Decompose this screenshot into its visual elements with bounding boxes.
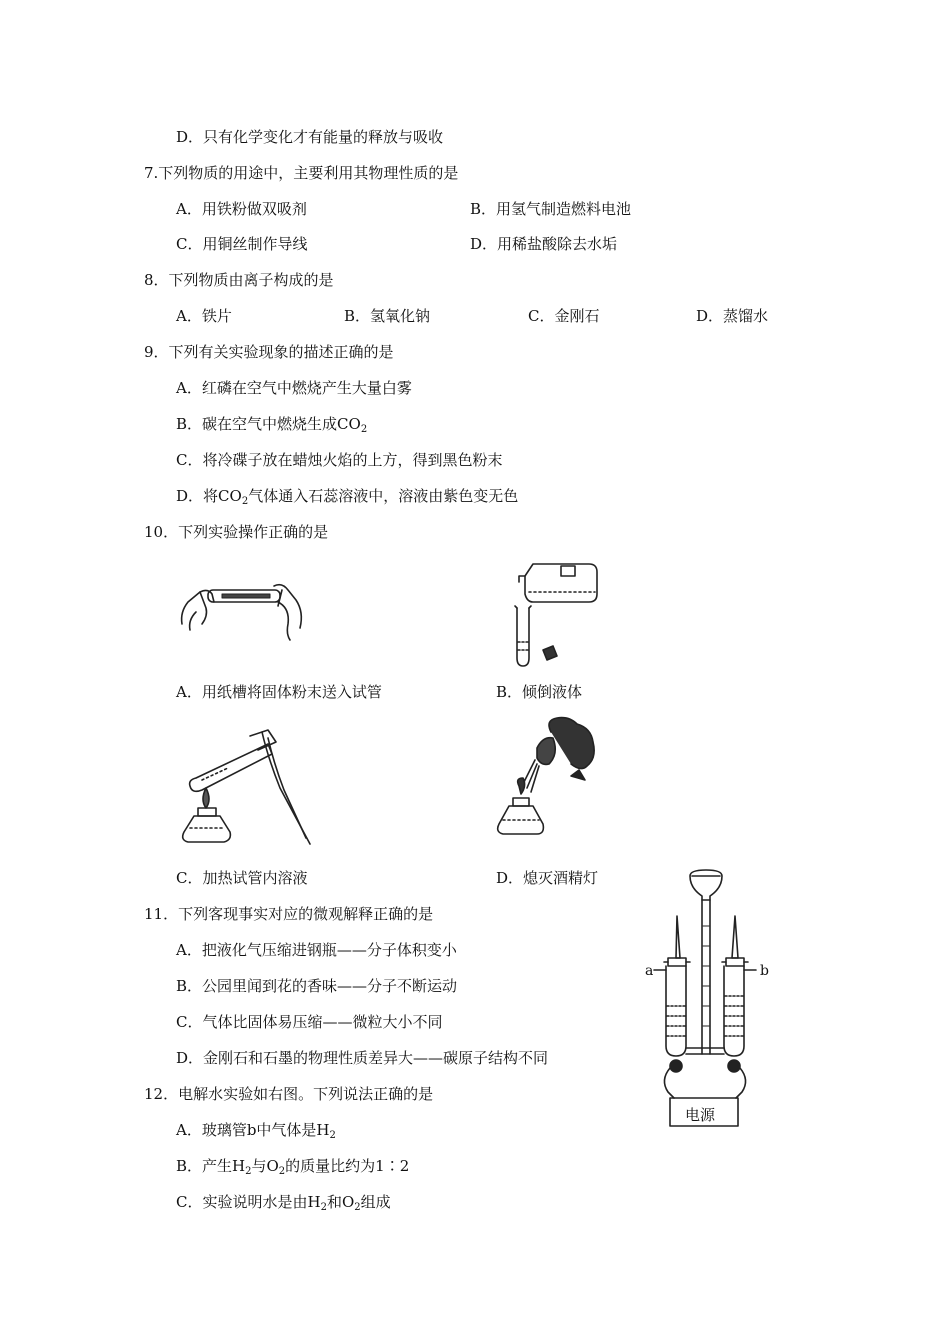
q7-option-c: C．用铜丝制作导线 — [176, 235, 308, 253]
q10-option-c: C．加热试管内溶液 — [176, 869, 308, 887]
figure-paper-trough — [178, 572, 308, 642]
q9-option-c: C．将冷碟子放在蜡烛火焰的上方，得到黑色粉末 — [176, 451, 503, 469]
q11-option-a: A．把液化气压缩进钢瓶——分子体积变小 — [176, 941, 457, 959]
q10-option-a: A．用纸槽将固体粉末送入试管 — [176, 683, 382, 701]
q7-option-b: B．用氢气制造燃料电池 — [470, 200, 632, 218]
q12-option-b: B．产生$H_2$与$O_2$的质量比约为1∶2 — [176, 1157, 410, 1177]
q7-stem: 7.下列物质的用途中，主要利用其物理性质的是 — [144, 164, 459, 182]
q11-option-b: B．公园里闻到花的香味——分子不断运动 — [176, 977, 458, 995]
figure-heating-tube — [172, 728, 312, 848]
q12-stem: 12．电解水实验如右图。下列说法正确的是 — [144, 1085, 434, 1103]
label-a: a — [645, 963, 654, 979]
q10-option-b: B．倾倒液体 — [496, 683, 583, 701]
figure-pouring-liquid — [505, 558, 605, 668]
q6-option-d: D．只有化学变化才有能量的释放与吸收 — [176, 128, 444, 146]
q7-option-a: A．用铁粉做双吸剂 — [176, 200, 307, 218]
power-source-label: 电源 — [685, 1106, 716, 1124]
label-b: b — [760, 963, 769, 979]
q9-stem: 9．下列有关实验现象的描述正确的是 — [144, 343, 394, 361]
q11-option-c: C．气体比固体易压缩——微粒大小不同 — [176, 1013, 443, 1031]
q9-option-b: B．碳在空气中燃烧生成$CO_2$ — [176, 415, 368, 435]
q8-option-b: B．氢氧化钠 — [344, 307, 431, 325]
q10-stem: 10．下列实验操作正确的是 — [144, 523, 329, 541]
q9-option-a: A．红磷在空气中燃烧产生大量白雾 — [176, 379, 412, 397]
q8-option-a: A．铁片 — [176, 307, 232, 325]
q10-option-d: D．熄灭酒精灯 — [496, 869, 599, 887]
q12-option-c: C．实验说明水是由$H_2$和$O_2$组成 — [176, 1193, 391, 1213]
q9-option-d: D．将$CO_2$气体通入石蕊溶液中，溶液由紫色变无色 — [176, 487, 519, 507]
electrolysis-apparatus — [640, 866, 770, 1136]
figure-blow-out-lamp — [497, 714, 607, 854]
q7-option-d: D．用稀盐酸除去水垢 — [470, 235, 618, 253]
q8-option-c: C．金刚石 — [528, 307, 600, 325]
q8-stem: 8．下列物质由离子构成的是 — [144, 271, 334, 289]
q11-stem: 11．下列客现事实对应的微观解释正确的是 — [144, 905, 434, 923]
q8-option-d: D．蒸馏水 — [696, 307, 769, 325]
q11-option-d: D．金刚石和石墨的物理性质差异大——碳原子结构不同 — [176, 1049, 549, 1067]
q12-option-a: A．玻璃管b中气体是$H_2$ — [176, 1121, 336, 1141]
